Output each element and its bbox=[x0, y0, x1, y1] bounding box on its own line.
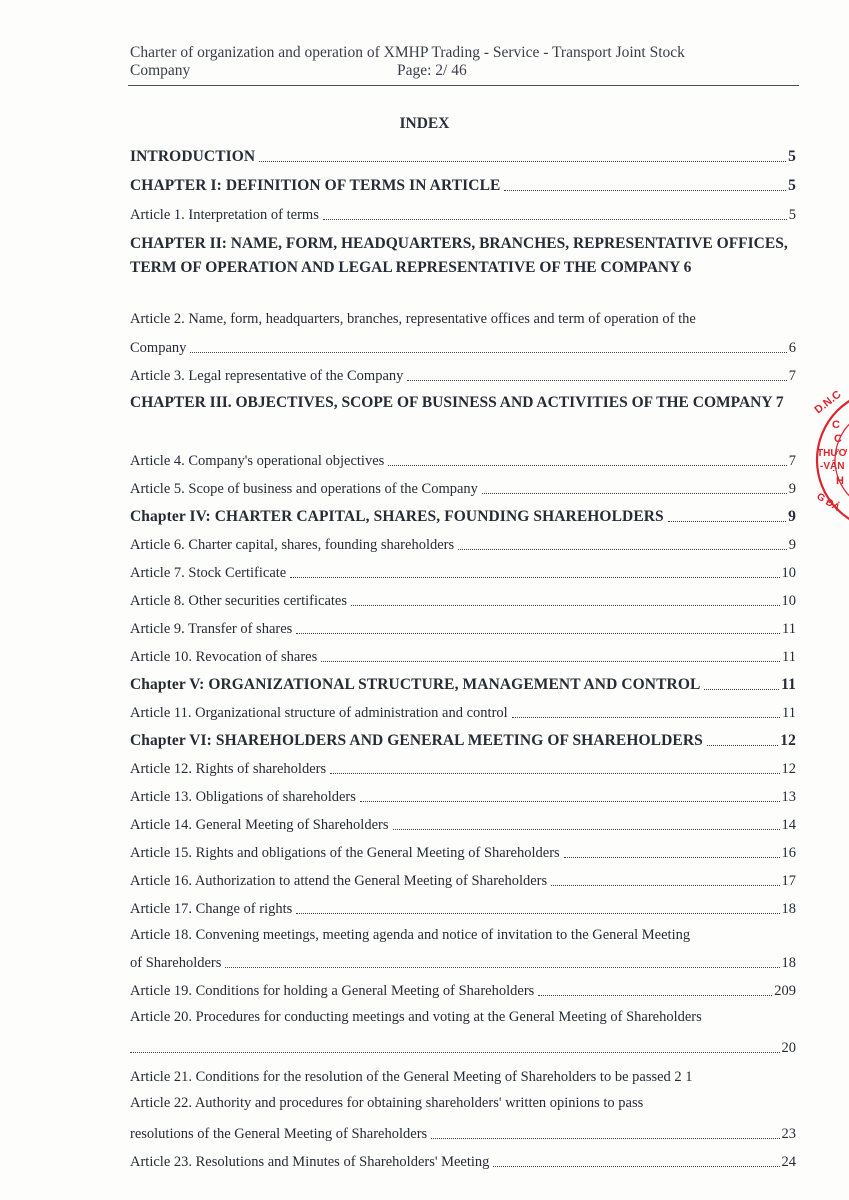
toc-entry-text: Article 23. Resolutions and Minutes of Shareholders' Meeting bbox=[130, 1154, 490, 1170]
toc-leader-dots bbox=[504, 190, 786, 191]
seal-text: G ĐẢ bbox=[814, 491, 842, 514]
toc-entry-page: 17 bbox=[781, 873, 796, 889]
toc-entry-page: 9 bbox=[788, 508, 796, 525]
header-line-2 bbox=[130, 62, 798, 80]
toc-entry-text: INTRODUCTION bbox=[130, 148, 256, 165]
toc-leader-dots bbox=[323, 219, 787, 220]
toc-entry-text: Chapter IV: CHARTER CAPITAL, SHARES, FOUNDING SHAREHOLDERS bbox=[130, 508, 664, 525]
toc-entry[interactable] bbox=[130, 1029, 796, 1057]
toc-entry[interactable] bbox=[130, 638, 796, 666]
seal-text: THƯƠ bbox=[817, 448, 848, 459]
toc-entry-page: 5 bbox=[788, 207, 796, 223]
toc-entry[interactable] bbox=[130, 722, 796, 750]
toc-entry[interactable] bbox=[130, 554, 796, 582]
toc-entry-page: 11 bbox=[782, 621, 796, 637]
toc-leader-dots bbox=[130, 1052, 780, 1053]
toc-chapter-block[interactable]: CHAPTER III. OBJECTIVES, SCOPE OF BUSINESS AND ACTIVITIES OF THE COMPANY 7 bbox=[130, 394, 784, 411]
toc-entry-text: Article 4. Company's operational objectives bbox=[130, 453, 385, 469]
toc-entry-text: Article 7. Stock Certificate bbox=[130, 565, 287, 581]
toc-entry[interactable] bbox=[130, 166, 796, 195]
toc-leader-dots bbox=[321, 661, 780, 662]
toc-entry[interactable] bbox=[130, 470, 796, 498]
seal-text: C bbox=[832, 419, 840, 431]
toc-entry-text: of Shareholders bbox=[130, 955, 222, 971]
toc-entry[interactable] bbox=[130, 498, 796, 526]
toc-leader-dots bbox=[668, 521, 786, 522]
toc-entry-page: 10 bbox=[781, 565, 796, 581]
toc-entry-line[interactable]: Article 21. Conditions for the resolution of the General Meeting of Shareholders to be passed 2 1 bbox=[130, 1069, 693, 1085]
toc-entry[interactable] bbox=[130, 806, 796, 834]
toc-entry-page: 11 bbox=[782, 649, 796, 665]
toc-entry-text: Article 8. Other securities certificates bbox=[130, 593, 347, 609]
toc-entry-page: 5 bbox=[788, 148, 796, 165]
toc-leader-dots bbox=[493, 1166, 779, 1167]
toc-entry[interactable] bbox=[130, 1115, 796, 1143]
page-number: Page: 2/ 46 bbox=[397, 62, 467, 79]
toc-leader-dots bbox=[225, 967, 779, 968]
toc-entry-text: CHAPTER I: DEFINITION OF TERMS IN ARTICLE bbox=[130, 177, 501, 194]
toc-leader-dots bbox=[564, 857, 780, 858]
page-header bbox=[130, 44, 798, 80]
toc-entry-page: 209 bbox=[774, 983, 796, 999]
toc-leader-dots bbox=[458, 549, 787, 550]
toc-leader-dots bbox=[296, 913, 779, 914]
toc-entry-line[interactable]: Article 18. Convening meetings, meeting agenda and notice of invitation to the General Meeting bbox=[130, 927, 691, 943]
toc-entry-text: Article 6. Charter capital, shares, founding shareholders bbox=[130, 537, 455, 553]
toc-entry[interactable] bbox=[130, 694, 796, 722]
toc-entry-text: Chapter V: ORGANIZATIONAL STRUCTURE, MANAGEMENT AND CONTROL bbox=[130, 676, 701, 693]
toc-entry[interactable] bbox=[130, 526, 796, 554]
toc-entry-page: 10 bbox=[781, 593, 796, 609]
toc-entry-page: 24 bbox=[781, 1154, 796, 1170]
toc-entry[interactable] bbox=[130, 610, 796, 638]
toc-entry-page: 11 bbox=[781, 676, 796, 693]
toc-leader-dots bbox=[407, 380, 786, 381]
toc-leader-dots bbox=[290, 577, 779, 578]
toc-entry-page: 6 bbox=[788, 340, 796, 356]
seal-text: -VẬN bbox=[820, 461, 845, 472]
toc-leader-dots bbox=[351, 605, 780, 606]
toc-entry-page: 12 bbox=[781, 761, 796, 777]
toc-leader-dots bbox=[296, 633, 780, 634]
toc-entry-line[interactable]: Article 22. Authority and procedures for obtaining shareholders' written opinions to pass bbox=[130, 1095, 644, 1111]
toc-entry-page: 23 bbox=[781, 1126, 796, 1142]
toc-entry-page: 11 bbox=[782, 705, 796, 721]
toc-entry-text: Article 12. Rights of shareholders bbox=[130, 761, 327, 777]
toc-leader-dots bbox=[190, 352, 786, 353]
toc-entry-text: Company bbox=[130, 340, 187, 356]
toc-entry[interactable] bbox=[130, 972, 796, 1000]
toc-leader-dots bbox=[704, 689, 779, 690]
toc-entry-text: Chapter VI: SHAREHOLDERS AND GENERAL MEETING OF SHAREHOLDERS bbox=[130, 732, 703, 749]
toc-entry[interactable] bbox=[130, 890, 796, 918]
toc-entry-page: 13 bbox=[781, 789, 796, 805]
toc-entry-text: Article 14. General Meeting of Shareholders bbox=[130, 817, 389, 833]
toc-leader-dots bbox=[551, 885, 779, 886]
toc-leader-dots bbox=[259, 161, 786, 162]
toc-entry[interactable] bbox=[130, 140, 796, 166]
toc-entry-text: resolutions of the General Meeting of Shareholders bbox=[130, 1126, 428, 1142]
toc-leader-dots bbox=[393, 829, 780, 830]
toc-entry-page: 14 bbox=[781, 817, 796, 833]
toc-entry-page: 16 bbox=[781, 845, 796, 861]
toc-entry-text: Article 13. Obligations of shareholders bbox=[130, 789, 356, 805]
toc-entry-page: 9 bbox=[788, 537, 796, 553]
toc-entry[interactable] bbox=[130, 1143, 796, 1171]
toc-entry-page: 5 bbox=[788, 177, 796, 194]
toc-leader-dots bbox=[482, 493, 787, 494]
index-title: INDEX bbox=[399, 115, 450, 132]
toc-entry[interactable] bbox=[130, 834, 796, 862]
table-of-contents bbox=[130, 140, 796, 1171]
seal-text: H bbox=[836, 475, 844, 487]
toc-entry-text: Article 1. Interpretation of terms bbox=[130, 207, 319, 223]
toc-entry-text: Article 15. Rights and obligations of the General Meeting of Shareholders bbox=[130, 845, 560, 861]
toc-entry-line[interactable]: Article 20. Procedures for conducting meetings and voting at the General Meeting of Shareholders bbox=[130, 1009, 702, 1025]
toc-entry-page: 18 bbox=[781, 955, 796, 971]
toc-leader-dots bbox=[707, 745, 778, 746]
company-seal-stamp bbox=[812, 380, 849, 540]
toc-entry-page: 9 bbox=[788, 481, 796, 497]
header-line-1: Charter of organization and operation of XMHP Trading - Service - Transport Joint Stock bbox=[130, 44, 685, 61]
seal-text: D.N.C bbox=[812, 388, 844, 417]
header-divider bbox=[128, 85, 799, 86]
toc-entry[interactable] bbox=[130, 357, 796, 385]
toc-entry-line[interactable]: Article 2. Name, form, headquarters, branches, representative offices and term of operation of the bbox=[130, 311, 696, 327]
toc-entry-text: Article 3. Legal representative of the Company bbox=[130, 368, 404, 384]
toc-entry[interactable] bbox=[130, 750, 796, 778]
toc-entry[interactable] bbox=[130, 331, 796, 357]
toc-chapter-block[interactable]: CHAPTER II: NAME, FORM, HEADQUARTERS, BRANCHES, REPRESENTATIVE OFFICES, TERM OF OPERATION AND LEGAL REPRESENTATIVE OF THE COMPANY 6 bbox=[130, 235, 788, 276]
toc-leader-dots bbox=[330, 773, 779, 774]
toc-entry-text: Article 9. Transfer of shares bbox=[130, 621, 293, 637]
toc-leader-dots bbox=[360, 801, 780, 802]
toc-entry-text: Article 16. Authorization to attend the General Meeting of Shareholders bbox=[130, 873, 548, 889]
toc-entry[interactable] bbox=[130, 778, 796, 806]
toc-leader-dots bbox=[512, 717, 780, 718]
seal-text: C bbox=[834, 433, 842, 445]
toc-leader-dots bbox=[538, 995, 772, 996]
toc-entry-text: Article 5. Scope of business and operations of the Company bbox=[130, 481, 478, 497]
toc-entry[interactable] bbox=[130, 862, 796, 890]
toc-leader-dots bbox=[388, 465, 786, 466]
toc-entry-page: 7 bbox=[788, 453, 796, 469]
toc-entry[interactable] bbox=[130, 947, 796, 972]
toc-entry-text: Article 10. Revocation of shares bbox=[130, 649, 318, 665]
toc-entry[interactable] bbox=[130, 195, 796, 224]
toc-entry-text: Article 11. Organizational structure of administration and control bbox=[130, 705, 508, 721]
toc-entry-text: Article 19. Conditions for holding a General Meeting of Shareholders bbox=[130, 983, 535, 999]
toc-entry-page: 7 bbox=[788, 368, 796, 384]
toc-entry[interactable] bbox=[130, 582, 796, 610]
toc-leader-dots bbox=[431, 1138, 779, 1139]
toc-entry-page: 12 bbox=[780, 732, 796, 749]
header-company: Company bbox=[130, 62, 191, 79]
toc-entry[interactable] bbox=[130, 441, 796, 470]
toc-entry-page: 18 bbox=[781, 901, 796, 917]
toc-entry[interactable] bbox=[130, 666, 796, 694]
toc-entry-page: 20 bbox=[781, 1040, 796, 1056]
toc-entry-text: Article 17. Change of rights bbox=[130, 901, 293, 917]
